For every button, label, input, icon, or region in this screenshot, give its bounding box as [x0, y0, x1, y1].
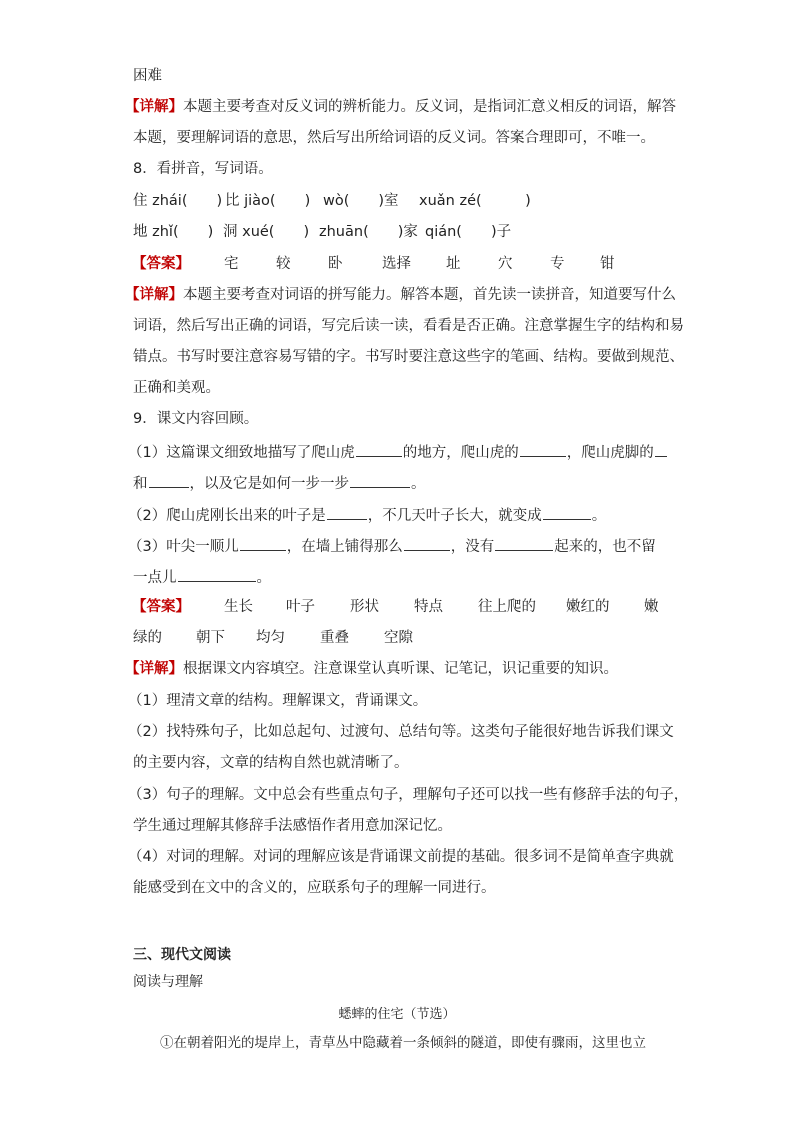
- answer-tag: 【答案】: [132, 256, 190, 272]
- answer-item: 嫩: [644, 599, 659, 615]
- answer-item: 选择: [382, 256, 411, 272]
- detail-text: 本题主要考查对反义词的辨析能力。反义词，是指词汇意义相反的词语，解答: [183, 99, 676, 115]
- q9-item-3-line-2: [133, 566, 271, 588]
- detail-text: 根据课文内容填空。注意课堂认真听课、记笔记，识记重要的知识。: [183, 661, 618, 677]
- q9-detail-line: [125, 659, 618, 679]
- answer-item: 均匀: [256, 630, 285, 646]
- q7-detail-line: 本题，要理解词语的意思，然后写出所给词语的反义词。答案合理即可，不唯一。: [133, 130, 655, 146]
- q7-detail-line: [125, 97, 676, 117]
- passage-line: ①在朝着阳光的堤岸上，青草丛中隐藏着一条倾斜的隧道，即使有骤雨，这里也立: [160, 1035, 646, 1051]
- pinyin-item: 住 zhái( ): [133, 193, 223, 209]
- pinyin-item: zhuān( )家: [319, 224, 418, 240]
- q9-text: 。: [411, 476, 426, 492]
- q9-detail-line: （2）找特殊句子，比如总起句、过渡句、总结句等。这类句子能很好地告诉我们课文: [128, 724, 674, 740]
- q8-pinyin-row-1: [133, 191, 531, 211]
- q9-detail-line: （3）句子的理解。文中总会有些重点句子，理解句子还可以找一些有修辞手法的句子，: [128, 787, 689, 803]
- answer-item: 朝下: [196, 630, 225, 646]
- fill-blank[interactable]: [404, 535, 450, 551]
- q9-text: （1）这篇课文细致地描写了爬山虎: [128, 445, 355, 461]
- answer-item: 重叠: [320, 630, 349, 646]
- answer-item: 空隙: [384, 630, 413, 646]
- q9-text: ，在墙上铺得那么: [286, 539, 403, 555]
- answer-item: 穴: [498, 256, 513, 272]
- q9-text: ，没有: [450, 539, 495, 555]
- pinyin-item: 地 zhǐ( ): [133, 224, 214, 240]
- answer-item: 形状: [350, 599, 379, 615]
- q9-detail-line: （1）理清文章的结构。理解课文，背诵课文。: [128, 693, 428, 709]
- section-title: 三、现代文阅读: [133, 947, 231, 963]
- q8-detail-line: 错点。书写时要注意容易写错的字。书写时要注意这些字的笔画、结构。要做到规范、: [133, 349, 684, 365]
- fill-blank[interactable]: [240, 535, 286, 551]
- answer-item: 往上爬的: [478, 599, 536, 615]
- detail-tag: 【详解】: [125, 661, 183, 677]
- q9-answer-row-2: [133, 628, 413, 648]
- fill-blank[interactable]: [495, 535, 553, 551]
- section-subtitle: 阅读与理解: [133, 974, 203, 990]
- q8-title: 8．看拼音，写词语。: [133, 161, 273, 177]
- q9-text: （3）叶尖一顺儿: [128, 539, 239, 555]
- q9-text: ，以及它是如何一步一步: [189, 476, 349, 492]
- answer-item: 生长: [224, 599, 253, 615]
- answer-tag: 【答案】: [132, 599, 190, 615]
- q9-detail-line: 能感受到在文中的含义的，应联系句子的理解一同进行。: [133, 880, 496, 896]
- q9-detail-line: （4）对词的理解。对词的理解应该是背诵课文前提的基础。很多词不是简单查字典就: [128, 849, 674, 865]
- q9-item-2: [128, 504, 606, 526]
- q9-text: ，爬山虎脚的: [566, 445, 654, 461]
- q9-text: 的地方，爬山虎的: [402, 445, 519, 461]
- fill-blank[interactable]: [350, 472, 410, 488]
- fill-blank[interactable]: [327, 504, 367, 520]
- q9-text: 起来的，也不留: [554, 539, 656, 555]
- q8-answer-row: [132, 254, 615, 274]
- q8-detail-line: 词语，然后写出正确的词语，写完后读一读，看看是否正确。注意掌握生字的结构和易: [133, 318, 684, 334]
- text-line: 困难: [133, 68, 162, 84]
- q9-item-3-line-1: [128, 535, 656, 557]
- fill-blank[interactable]: [520, 441, 566, 457]
- q9-detail-line: 学生通过理解其修辞手法感悟作者用意加深记忆。: [133, 818, 452, 834]
- fill-blank[interactable]: [356, 441, 402, 457]
- answer-item: 嫩红的: [566, 599, 610, 615]
- fill-blank[interactable]: [543, 504, 591, 520]
- answer-item: 专: [550, 256, 565, 272]
- pinyin-item: wò( )室: [323, 193, 399, 209]
- fill-blank[interactable]: [178, 566, 256, 582]
- answer-item: 绿的: [133, 630, 162, 646]
- q9-detail-line: 的主要内容，文章的结构自然也就清晰了。: [133, 755, 409, 771]
- answer-item: 叶子: [286, 599, 315, 615]
- q9-text: 。: [256, 570, 271, 586]
- pinyin-item: 洞 xué( ): [223, 224, 310, 240]
- passage-title: 蟋蟀的住宅（节选）: [338, 1007, 456, 1022]
- q9-text: 和: [133, 476, 148, 492]
- q9-answer-row-1: [132, 597, 659, 617]
- q8-pinyin-row-2: [133, 222, 511, 242]
- fill-blank[interactable]: [149, 472, 189, 488]
- q9-item-1-line-1: [128, 441, 668, 463]
- q9-text: 一点儿: [133, 570, 177, 586]
- answer-item: 钳: [600, 256, 615, 272]
- q8-detail-line: 正确和美观。: [133, 380, 220, 396]
- answer-item: 较: [276, 256, 291, 272]
- q9-text: 。: [591, 508, 607, 524]
- detail-tag: 【详解】: [125, 287, 183, 303]
- q9-title: 9．课文内容回顾。: [133, 411, 259, 427]
- answer-item: 宅: [224, 256, 239, 272]
- q9-text: （2）爬山虎刚长出来的叶子是: [128, 508, 326, 524]
- fill-blank[interactable]: [655, 441, 667, 457]
- answer-item: 特点: [414, 599, 443, 615]
- answer-item: 址: [446, 256, 461, 272]
- pinyin-item: xuǎn zé( ): [419, 193, 531, 209]
- q9-item-1-line-2: [133, 472, 426, 494]
- q8-detail-line: [125, 285, 676, 305]
- detail-tag: 【详解】: [125, 99, 183, 115]
- pinyin-item: qián( )子: [425, 224, 512, 240]
- answer-item: 卧: [328, 256, 343, 272]
- detail-text: 本题主要考查对词语的拼写能力。解答本题，首先读一读拼音，知道要写什么: [183, 287, 676, 303]
- pinyin-item: 比 jiào( ): [225, 193, 311, 209]
- q9-text: ，不几天叶子长大，就变成: [367, 508, 542, 524]
